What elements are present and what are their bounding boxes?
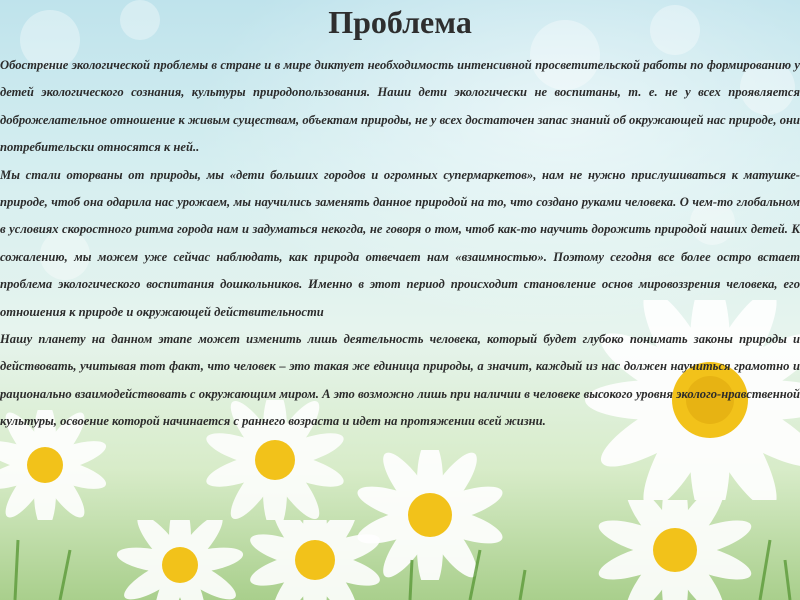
paragraph: Обострение экологической проблемы в стране и в мире диктует необходимость интенсивной просветительской работы по формированию у детей экологического сознания, культуры природопользования. Наши дети экологически не воспитаны, т. е. не у всех проявляется доброжелательное отношение к живым существам, объектам природы, не у всех достаточен запас знаний об окружающей нас природе, они потребительски относятся к ней.. bbox=[0, 58, 800, 155]
paragraph: Нашу планету на данном этапе может изменить лишь деятельность человека, который будет глубоко понимать законы природы и действовать, учитывая тот факт, что человек – это такая же единица природы, а значит, каждый из нас должен научиться грамотно и рационально взаимодействовать с окружающим миром. А это возможно лишь при наличии в человеке высокого уровня эколого-нравственной культуры, освоение которой начинается с раннего возраста и идет на протяжении всей жизни. bbox=[0, 332, 800, 429]
grass-stems bbox=[0, 520, 800, 600]
body-text bbox=[0, 52, 800, 436]
slide-title: Проблема bbox=[328, 4, 472, 40]
paragraph: Мы стали оторваны от природы, мы «дети больших городов и огромных супермаркетов», нам не нужно прислушиваться к матушке-природе, чтоб она одарила нас урожаем, мы научились заменять данное природой на то, что создано руками человека. О чем-то глобальном в условиях скоростного ритма города нам и задуматься некогда, не говоря о том, чтоб как-то научить дорожить природой наших детей. К сожалению, мы можем уже сейчас наблюдать, как природа отвечает нам «взаимностью». Поэтому сегодня все более остро встает проблема экологического воспитания дошкольников. Именно в этот период происходит становление основ мировоззрения человека, его отношения к природе и окружающей действительности bbox=[0, 167, 800, 319]
